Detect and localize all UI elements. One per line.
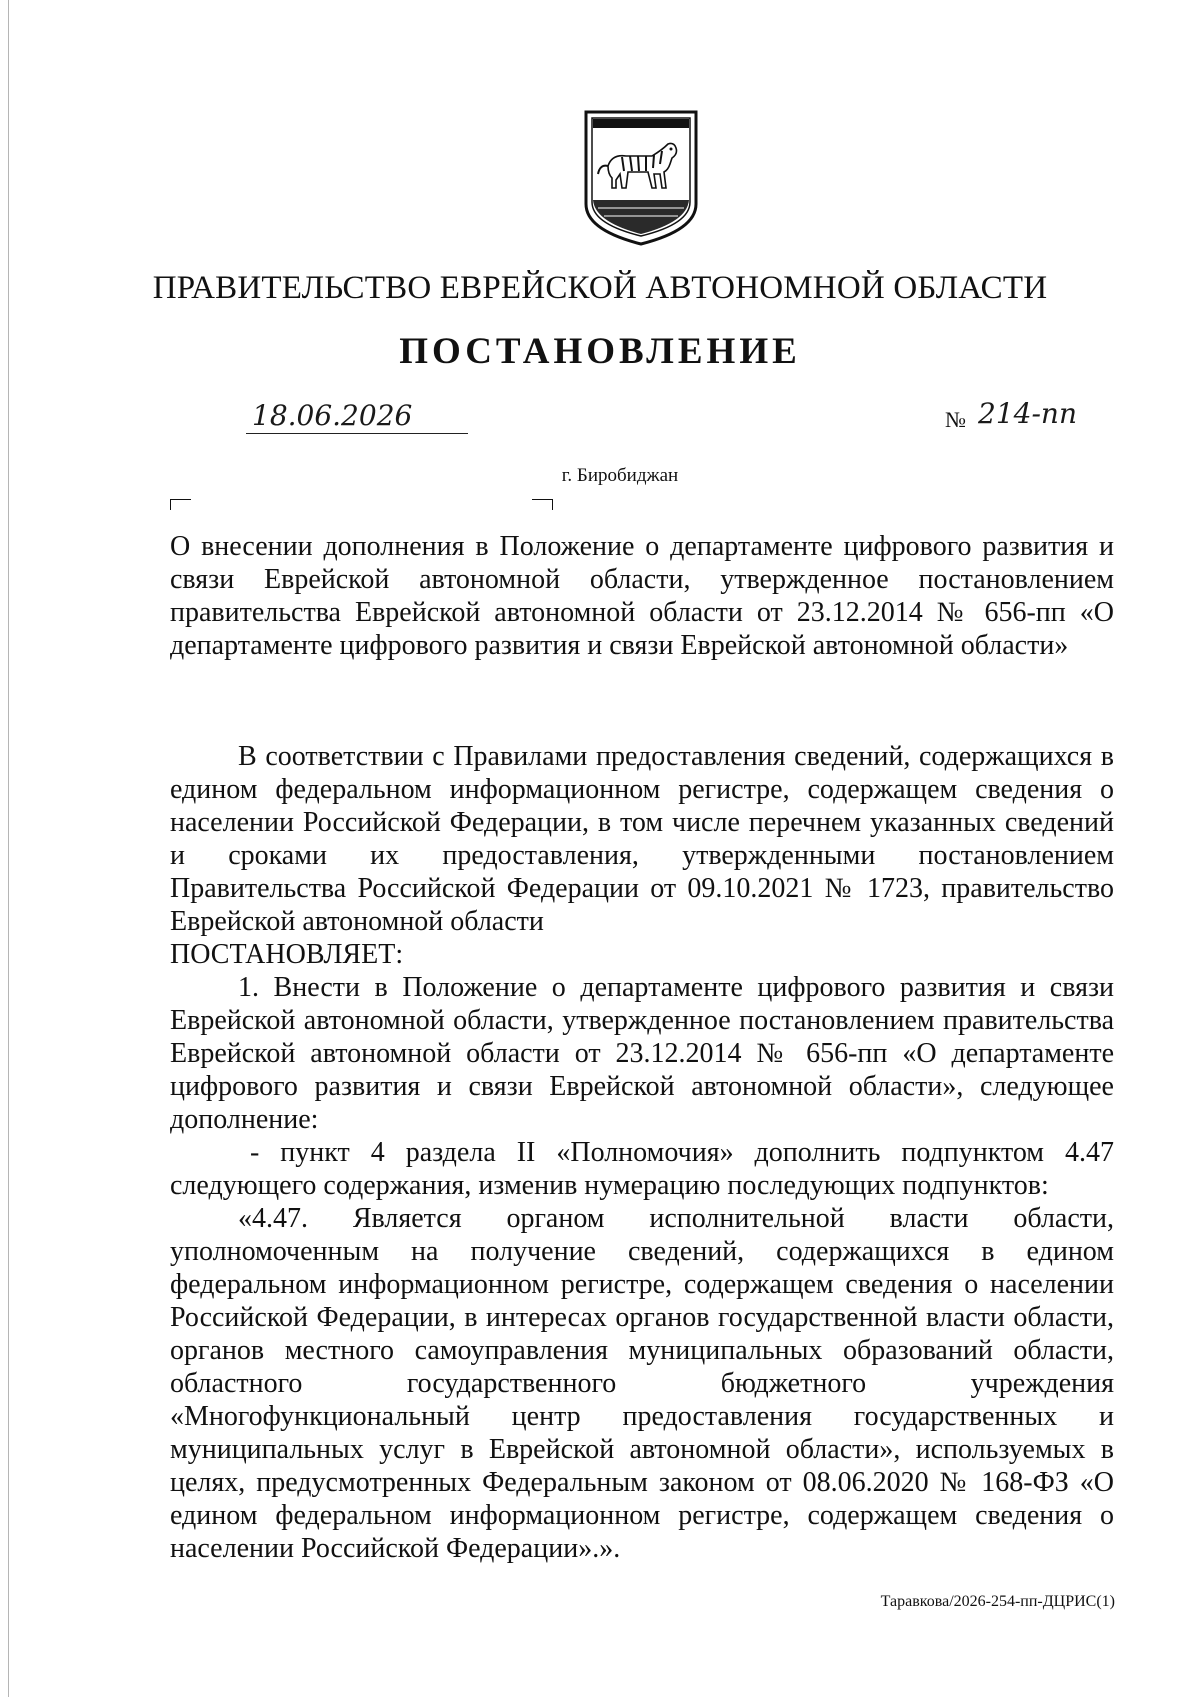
document-body [170, 740, 1114, 1565]
tiger-emblem-icon [582, 108, 700, 250]
footer-reference: Таравкова/2026-254-пп-ДЦРИС(1) [880, 1593, 1115, 1610]
government-title: ПРАВИТЕЛЬСТВО ЕВРЕЙСКОЙ АВТОНОМНОЙ ОБЛАСТИ [152, 270, 1048, 306]
number-sign: № [945, 407, 966, 432]
document-type-heading: ПОСТАНОВЛЕНИЕ [399, 331, 801, 372]
item-1-paragraph: 1. Внести в Положение о департаменте цифрового развития и связи Еврейской автономной области, утвержденное постановлением правительства Еврейской автономной области от 23.12.2014 № 656-пп «О департаменте цифрового развития и связи Еврейской автономной области», следующее дополнение: [170, 972, 1114, 1135]
subject-corner-bracket-right [532, 499, 553, 510]
item-1-quoted-text: «4.47. Является органом исполнительной власти области, уполномоченным на получение сведений, содержащихся в едином федеральном информационном регистре, содержащем сведения о населении Российской Федерации, в интересах органов государственной власти области, органов местного самоуправления муниципальных образований области, областного государственного бюджетного учреждения «Многофункциональный центр предоставления государственных и муниципальных услуг в Еврейской автономной области», используемых в целях, предусмотренных Федеральным законом от 08.06.2020 № 168-ФЗ «О едином федеральном информационном регистре, содержащем сведения о населении Российской Федерации».». [170, 1203, 1114, 1564]
city-name: г. Биробиджан [561, 465, 679, 486]
subject-corner-bracket-left [170, 499, 191, 510]
item-1-subparagraph: - пункт 4 раздела II «Полномочия» дополнить подпунктом 4.47 следующего содержания, изменив нумерацию последующих подпунктов: [170, 1137, 1114, 1201]
document-subject: О внесении дополнения в Положение о департаменте цифрового развития и связи Еврейской автономной области, утвержденное постановлением правительства Еврейской автономной области от 23.12.2014 № 656-пп «О департаменте цифрового развития и связи Еврейской автономной области» [170, 531, 1114, 661]
resolves-heading: ПОСТАНОВЛЯЕТ: [170, 939, 404, 970]
coat-of-arms-emblem [582, 108, 700, 250]
document-date: 18.06.2026 [246, 398, 468, 434]
document-number: 214-пп [978, 397, 1077, 430]
page-edge-line [8, 0, 9, 1697]
preamble-paragraph: В соответствии с Правилами предоставления сведений, содержащихся в едином федеральном информационном регистре, содержащем сведения о населении Российской Федерации, в том числе перечнем указанных сведений и сроками их предоставления, утвержденными постановлением Правительства Российской Федерации от 09.10.2021 № 1723, правительство Еврейской автономной области [170, 741, 1114, 937]
